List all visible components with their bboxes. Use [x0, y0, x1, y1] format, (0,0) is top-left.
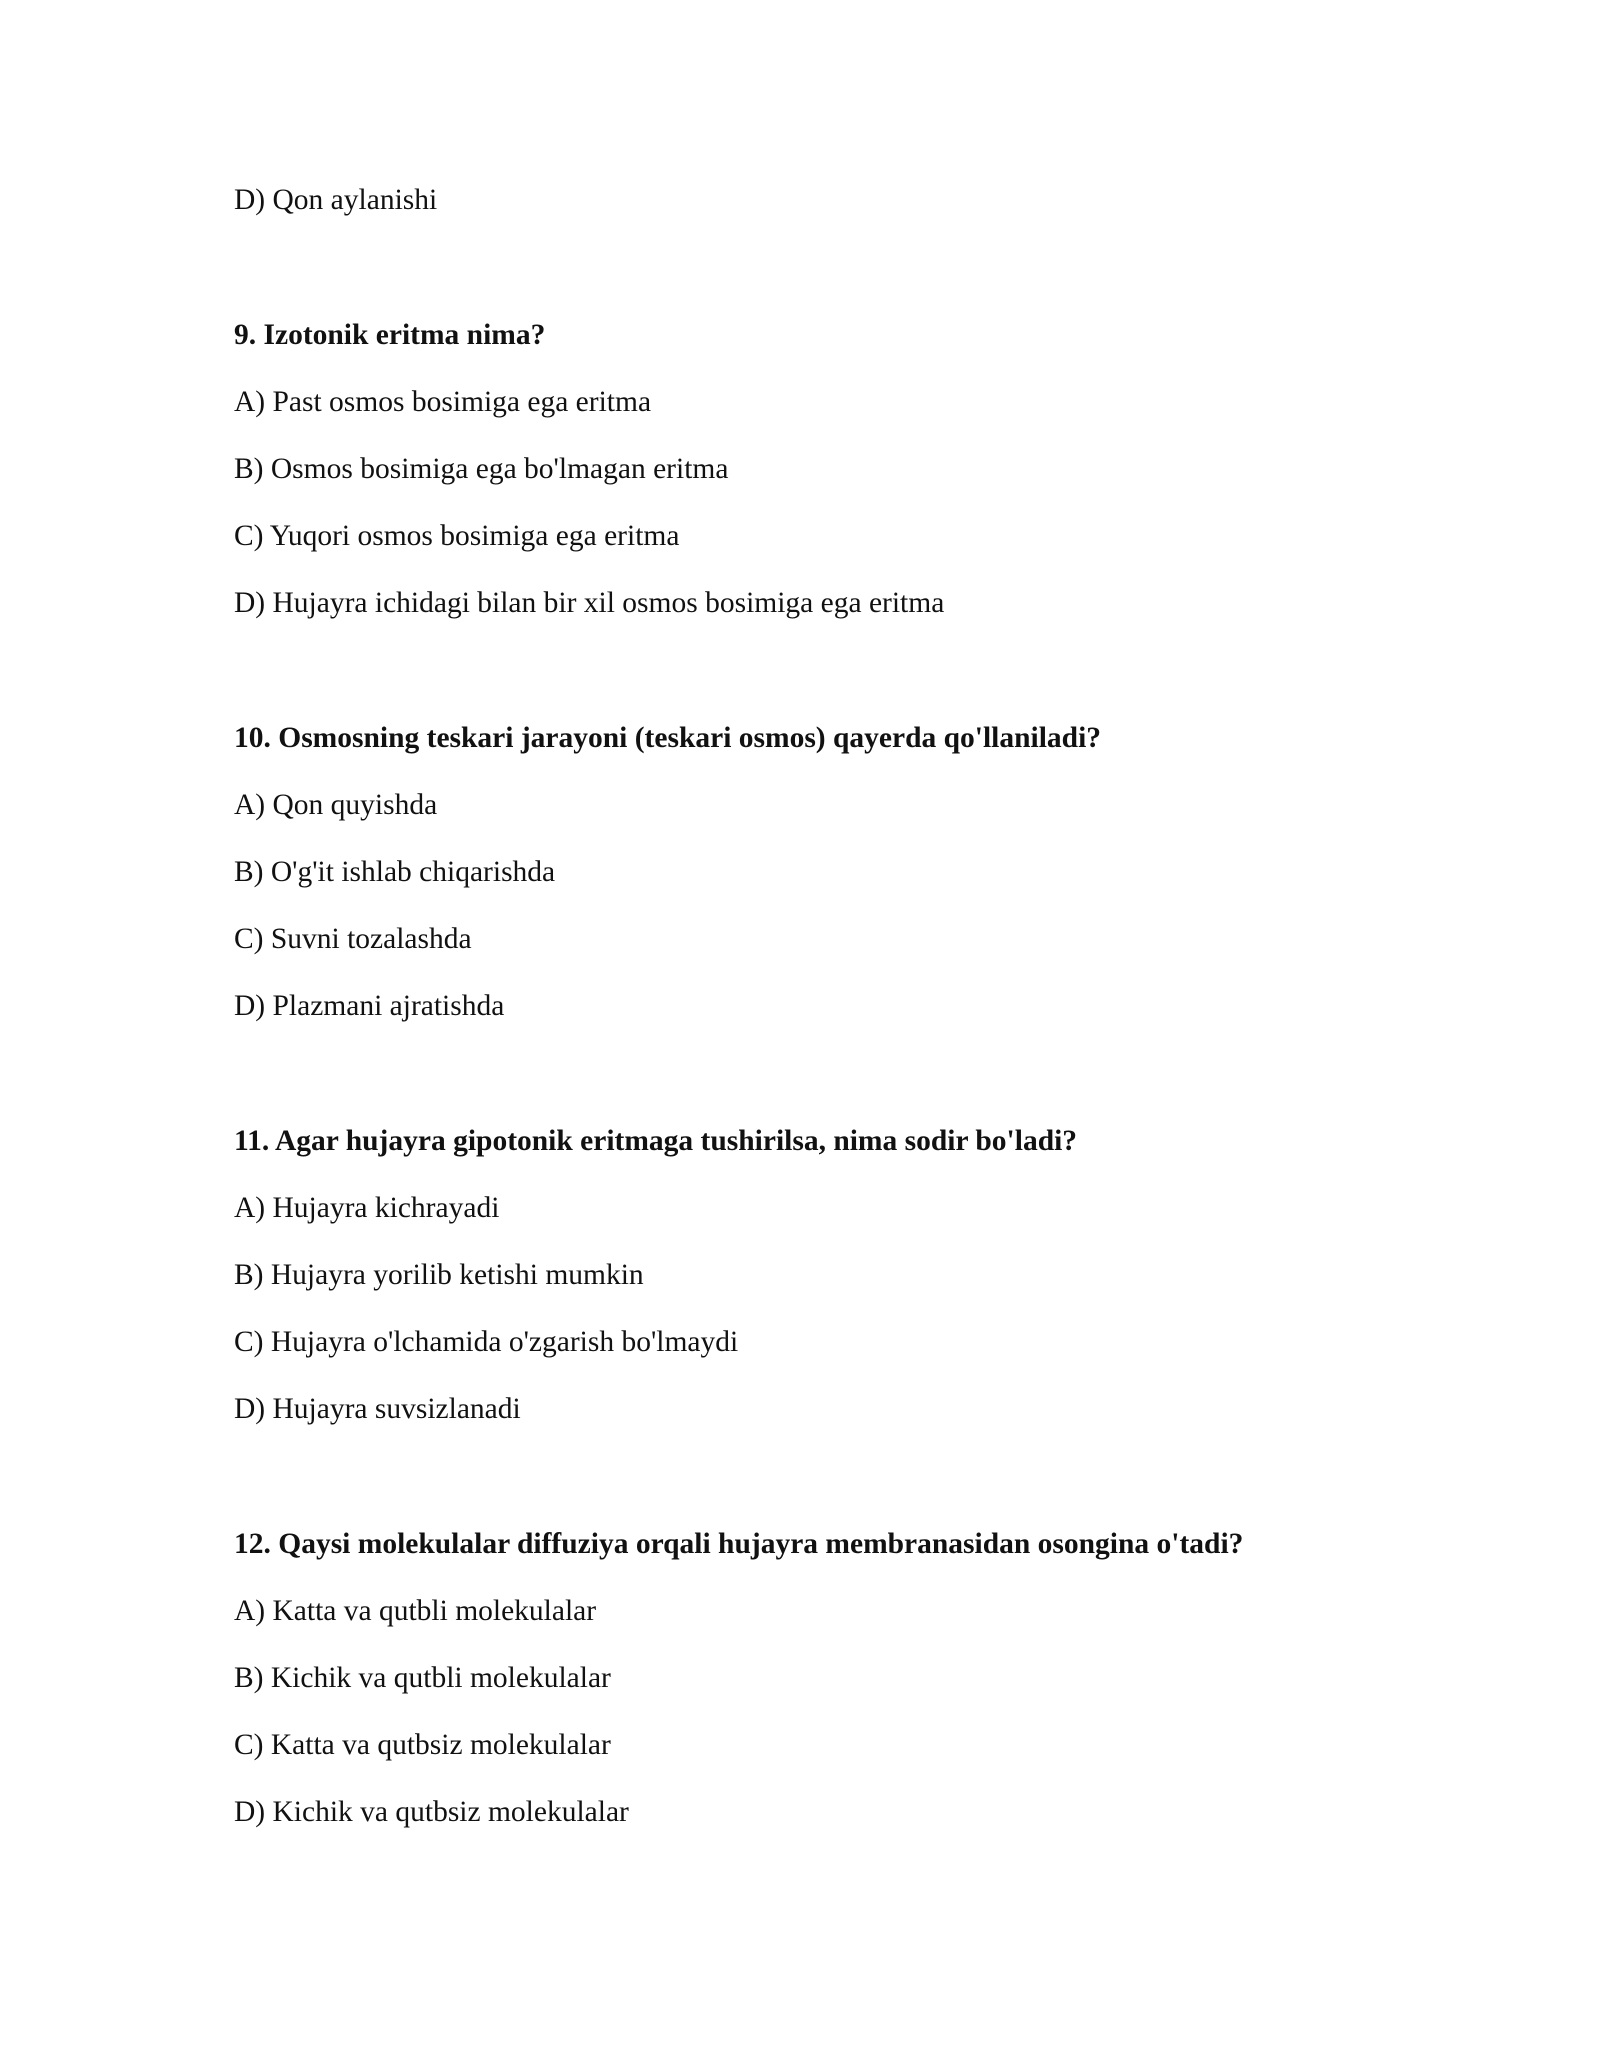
question-title: 9. Izotonik eritma nima? — [234, 319, 546, 351]
question-9 — [234, 318, 1434, 620]
answer-option-c: C) Yuqori osmos bosimiga ega eritma — [234, 520, 680, 552]
question-11 — [234, 1124, 1434, 1426]
answer-option-b: B) Hujayra yorilib ketishi mumkin — [234, 1259, 644, 1291]
answer-option-d: D) Hujayra ichidagi bilan bir xil osmos bosimiga ega eritma — [234, 587, 945, 619]
answer-option-a: A) Katta va qutbli molekulalar — [234, 1595, 597, 1627]
question-title: 11. Agar hujayra gipotonik eritmaga tushirilsa, nima sodir bo'ladi? — [234, 1125, 1078, 1157]
answer-option-a: A) Qon quyishda — [234, 789, 438, 821]
answer-option-a: A) Past osmos bosimiga ega eritma — [234, 386, 652, 418]
page-content — [234, 183, 1434, 1829]
answer-option-b: B) O'g'it ishlab chiqarishda — [234, 856, 556, 888]
answer-option-d: D) Kichik va qutbsiz molekulalar — [234, 1796, 629, 1828]
question-title: 10. Osmosning teskari jarayoni (teskari osmos) qayerda qo'llaniladi? — [234, 722, 1102, 754]
answer-option-c: C) Hujayra o'lchamida o'zgarish bo'lmaydi — [234, 1326, 739, 1358]
answer-option-b: B) Kichik va qutbli molekulalar — [234, 1662, 611, 1694]
question-12 — [234, 1527, 1434, 1829]
answer-option-d: D) Hujayra suvsizlanadi — [234, 1393, 521, 1425]
answer-option-b: B) Osmos bosimiga ega bo'lmagan eritma — [234, 453, 729, 485]
answer-option-a: A) Hujayra kichrayadi — [234, 1192, 500, 1224]
answer-option-c: C) Katta va qutbsiz molekulalar — [234, 1729, 611, 1761]
answer-option-d: D) Plazmani ajratishda — [234, 990, 505, 1022]
question-10 — [234, 721, 1434, 1023]
answer-option-d: D) Qon aylanishi — [234, 184, 438, 216]
question-title: 12. Qaysi molekulalar diffuziya orqali hujayra membranasidan osongina o'tadi? — [234, 1528, 1244, 1560]
answer-option-c: C) Suvni tozalashda — [234, 923, 472, 955]
